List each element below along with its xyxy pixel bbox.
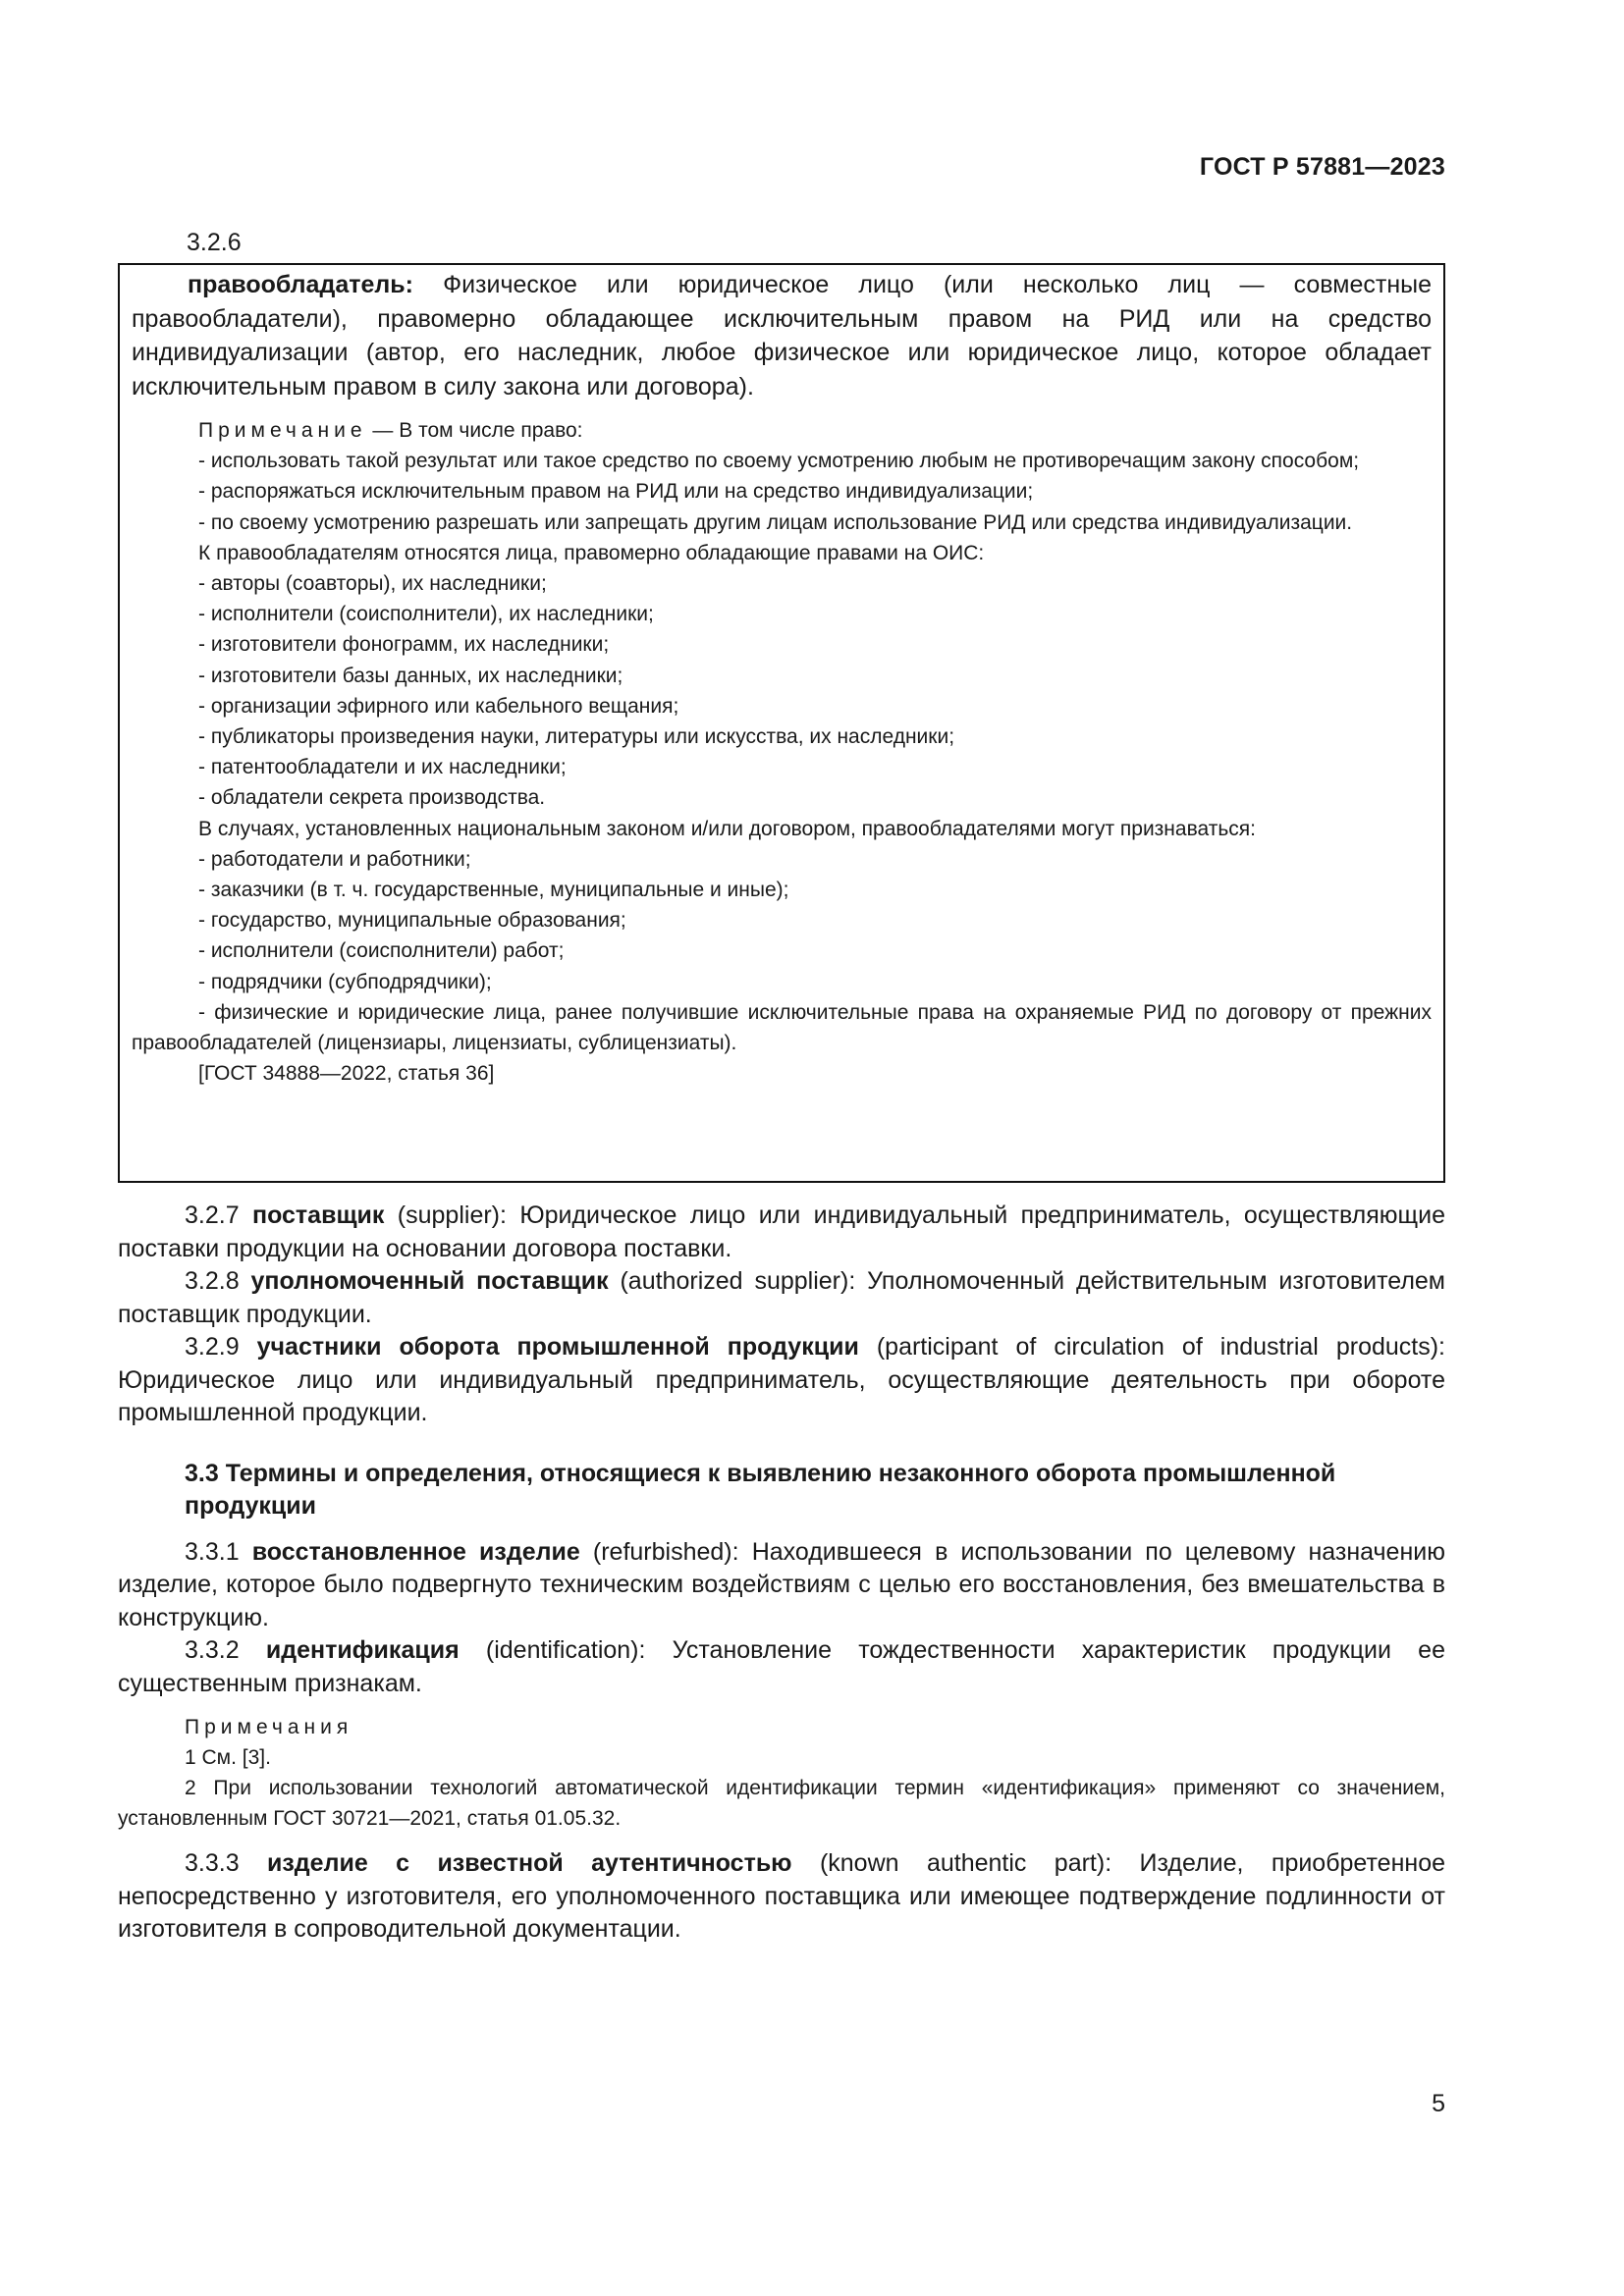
note-intro-line [132,415,1432,446]
clause-number: 3.3.2 [185,1636,266,1664]
note-label: Примечание [198,419,367,442]
clause-3-2-7 [118,1200,1445,1265]
note-line: - по своему усмотрению разрешать или запрещать другим лицам использование РИД или средства индивидуализации. [198,510,1353,534]
clause-text: (authorized supplier): Уполномоченный действительным изготовителем поставщик продукции. [118,1267,1445,1328]
section-heading-3-3: 3.3 Термины и определения, относящиеся к выявлению незаконного оборота промышленной продукции [185,1459,1336,1520]
definition-paragraph [132,268,1432,403]
page-number: 5 [1432,2090,1445,2117]
note-line: В случаях, установленных национальным законом и/или договором, правообладателями могут признаваться: [198,817,1256,840]
clause-number: 3.2.7 [185,1201,252,1229]
clause-text: (refurbished): Находившееся в использовании по целевому назначению изделие, которое было подвергнуто техническим воздействиям с целью его восстановления, без вмешательства в конструкцию. [118,1537,1445,1631]
definition-text: Физическое или юридическое лицо (или несколько лиц — совместные правообладатели), правомерно обладающее исключительным правом на РИД или на средство индивидуализации (автор, его наследник, любое физическое или юридическое лицо, которое обладает исключительным правом в силу закона или договора). [132,271,1432,400]
term: поставщик [251,1201,385,1229]
note-item: 2 При использовании технологий автоматической идентификации термин «идентификация» применяют со значением, установленным ГОСТ 30721—2021, статья 01.05.32. [118,1777,1445,1830]
notes-label [118,1712,1445,1742]
note-line: - публикаторы произведения науки, литературы или искусства, их наследники; [198,725,955,749]
clause-text: (participant of circulation of industrial products): Юридическое лицо или индивидуальный предприниматель, осуществляющие деятельность при обороте промышленной продукции. [118,1333,1445,1426]
note-line: - изготовители базы данных, их наследники; [198,664,623,687]
note-line: - изготовители фонограмм, их наследники; [198,633,610,657]
definition-box-3-2-6 [118,263,1445,1183]
clause-number-3-2-6: 3.2.6 [187,229,242,256]
note-line: - физические и юридические лица, ранее получившие исключительные права на охраняемые РИД по договору от прежних правообладателей (лицензиары, лицензиаты, сублицензиаты). [132,1000,1432,1055]
clause-text: (supplier): Юридическое лицо или индивидуальный предприниматель, осуществляющие поставки продукции на основании договора поставки. [118,1201,1445,1262]
main-text [118,1200,1445,1947]
note-line: - государство, муниципальные образования; [198,909,626,933]
term: изделие с известной аутентичностью [267,1849,792,1877]
note-item: 1 См. [3]. [185,1746,271,1769]
note-intro: — В том числе право: [366,419,583,442]
note-line: - исполнители (соисполнители), их наследники; [198,603,654,626]
source-reference: [ГОСТ 34888—2022, статья 36] [198,1062,495,1086]
clause-3-3-2 [118,1634,1445,1700]
note-line: К правообладателям относятся лица, правомерно обладающие правами на ОИС: [198,541,985,564]
notes-label-text: Примечания [185,1716,353,1738]
clause-number: 3.2.8 [185,1267,251,1295]
clause-text: (identification): Установление тождественности характеристик продукции ее существенным признакам. [118,1636,1445,1697]
clause-text: (known authentic part): Изделие, приобретенное непосредственно у изготовителя, его уполномоченного поставщика или имеющее подтверждение подлинности от изготовителя в сопроводительной документации. [118,1849,1445,1943]
term: восстановленное изделие [251,1537,580,1566]
term: идентификация [265,1636,460,1664]
note-line: - обладатели секрета производства. [198,786,546,810]
clause-number: 3.2.9 [185,1333,257,1361]
term: участники оборота промышленной продукции [256,1333,859,1361]
note-line: - организации эфирного или кабельного вещания; [198,694,679,718]
note-line: - авторы (соавторы), их наследники; [198,572,547,596]
clause-number: 3.3.1 [185,1537,252,1566]
document-code-header: ГОСТ Р 57881—2023 [1199,153,1445,181]
note-line: - использовать такой результат или такое средство по своему усмотрению любым не противоречащим закону способом; [198,450,1360,473]
note-line: - заказчики (в т. ч. государственные, муниципальные и иные); [198,879,789,902]
notes-block-3-3-2 [118,1712,1445,1834]
note-line: - подрядчики (субподрядчики); [198,970,492,993]
clause-3-2-8 [118,1265,1445,1331]
clause-3-3-1 [118,1536,1445,1635]
note-line: - работодатели и работники; [198,847,471,871]
note-line: - распоряжаться исключительным правом на РИД или на средство индивидуализации; [198,480,1034,504]
note-block [132,415,1432,1089]
clause-number: 3.3.3 [185,1849,268,1877]
clause-3-2-9 [118,1331,1445,1430]
term-right-holder: правообладатель: [188,271,413,298]
note-line: - исполнители (соисполнители) работ; [198,939,565,963]
clause-3-3-3 [118,1847,1445,1947]
term: уполномоченный поставщик [250,1267,609,1295]
note-line: - патентообладатели и их наследники; [198,756,567,779]
document-page [118,0,1445,2296]
